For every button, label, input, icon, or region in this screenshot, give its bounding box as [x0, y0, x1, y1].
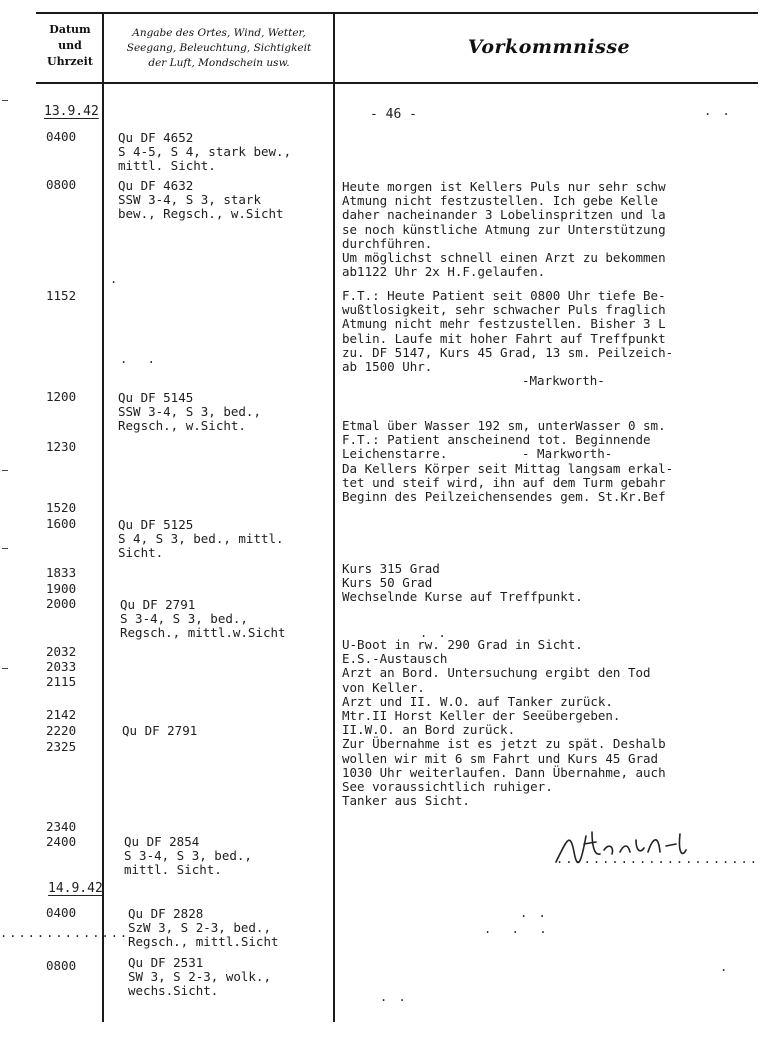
column-divider-1 [102, 12, 104, 1022]
margin-mark [2, 470, 8, 471]
event-note: Heute morgen ist Kellers Puls nur sehr schw Atmung nicht festzustellen. Ich gebe Kelle daher nacheinander 3 Lobelinspritzen und la se noch künstliche Atmung zur Unterstützung durchführen. Um möglichst schnell einen Arzt zu bekommen ab1122 Uhr 2x H.F.gelaufen. [342, 180, 666, 280]
stray-marks: . . [380, 990, 408, 1004]
position-weather-entry: Qu DF 2828 SzW 3, S 2-3, bed., Regsch., mittl.Sicht [128, 906, 279, 949]
header-location-line-3: der Luft, Mondschein usw. [148, 57, 290, 69]
header-date-label: Datum [49, 23, 91, 36]
event-note: Etmal über Wasser 192 sm, unterWasser 0 sm. F.T.: Patient anscheinend tot. Beginnende Leichenstarre. [342, 419, 666, 462]
time-entry: 2220 [46, 723, 77, 738]
time-entry: 2142 [46, 707, 77, 722]
header-location-line-2: Seegang, Beleuchtung, Sichtigkeit [126, 42, 312, 54]
time-entry: 1230 [46, 439, 77, 454]
time-entry: 1833 [46, 565, 77, 580]
position-weather-entry: Qu DF 2531 SW 3, S 2-3, wolk., wechs.Sicht. [128, 955, 271, 998]
time-entry: 1152 [46, 288, 77, 303]
event-note: U-Boot in rw. 290 Grad in Sicht. E.S.-Austausch Arzt an Bord. Untersuchung ergibt den Tod von Keller. Arzt und II. W.O. auf Tanker zurück. Mtr.II Horst Keller der Seeübergeben. II.W.O. an Bord zurück. Zur Übernahme ist es jetzt zu spät. Deshalb wollen wir mit 6 sm Fahrt und Kurs 45 Grad 1030 Uhr weiterlaufen. Dann Übernahme, auch See voraussichtlich ruhiger. Tanker aus Sicht. [342, 638, 666, 809]
position-weather-entry: Qu DF 4632 SSW 3-4, S 3, stark bew., Regsch., w.Sicht [118, 178, 284, 221]
header-date-time [38, 22, 102, 70]
time-entry: 2115 [46, 674, 77, 689]
stray-marks: . . . [484, 922, 549, 936]
time-entry: 1200 [46, 389, 77, 404]
signature-dotted-line: ...................... [556, 852, 759, 866]
time-entry: 2032 [46, 644, 77, 659]
position-weather-entry: Qu DF 4652 S 4-5, S 4, stark bew., mittl. Sicht. [118, 130, 292, 173]
time-entry: 1520 [46, 500, 77, 515]
time-entry: 2400 [46, 834, 77, 849]
column-divider-2 [333, 12, 335, 1022]
margin-mark [2, 100, 8, 101]
stray-marks: . . [420, 626, 448, 640]
time-entry: 0800 [46, 177, 77, 192]
header-time-label: Uhrzeit [47, 55, 93, 68]
margin-mark [2, 668, 8, 669]
position-weather-entry: Qu DF 2791 [122, 723, 198, 738]
stray-marks: . . [704, 104, 732, 118]
position-weather-entry: Qu DF 2854 S 3-4, S 3, bed., mittl. Sicht. [124, 834, 252, 877]
position-weather-entry: Qu DF 5145 SSW 3-4, S 3, bed., Regsch., w.Sicht. [118, 390, 261, 433]
time-entry: 0800 [46, 958, 77, 973]
stray-marks: . . [120, 352, 157, 366]
header-bottom-rule [36, 82, 758, 84]
time-entry: 2033 [46, 659, 77, 674]
event-note: Da Kellers Körper seit Mittag langsam erkal- tet und steif wird, ihn auf dem Turm gebahr Beginn des Peilzeichensendes gem. St.Kr.Bef [342, 462, 674, 505]
time-entry: 1600 [46, 516, 77, 531]
header-events: Vorkommnisse [467, 36, 631, 58]
stray-marks: . [110, 272, 120, 286]
time-entry: 2340 [46, 819, 77, 834]
stray-marks: . [720, 960, 730, 974]
date-entry: 13.9.42 [44, 104, 99, 119]
time-entry: 2000 [46, 596, 77, 611]
position-weather-entry: Qu DF 2791 S 3-4, S 3, bed., Regsch., mittl.w.Sicht [120, 597, 286, 640]
time-entry: 2325 [46, 739, 77, 754]
time-entry: 1900 [46, 581, 77, 596]
stray-marks: . . [520, 906, 548, 920]
header-location-weather [108, 26, 330, 71]
header-and-label: und [58, 39, 82, 52]
signature-text: -Markworth- [522, 373, 605, 388]
date-entry: 14.9.42 [48, 881, 103, 896]
event-note: Kurs 315 Grad Kurs 50 Grad Wechselnde Kurse auf Treffpunkt. [342, 562, 583, 605]
time-entry: 0400 [46, 905, 77, 920]
top-rule [36, 12, 758, 14]
page-number: - 46 - [370, 107, 417, 122]
position-weather-entry: Qu DF 5125 S 4, S 3, bed., mittl. Sicht. [118, 517, 284, 560]
event-note: F.T.: Heute Patient seit 0800 Uhr tiefe Be- wußtlosigkeit, sehr schwacher Puls fraglich Atmung nicht mehr festzustellen. Bisher 3 L belin. Laufe mit hoher Fahrt auf Treffpunkt zu. DF 5147, Kurs 45 Grad, 13 sm. Peilzeich- ab 1500 Uhr. [342, 289, 674, 375]
left-dotted-rule: .............. [0, 926, 130, 940]
time-entry: 0400 [46, 129, 77, 144]
margin-mark [2, 548, 8, 549]
signature-text: - Markworth- [522, 446, 613, 461]
header-location-line-1: Angabe des Ortes, Wind, Wetter, [132, 27, 306, 39]
